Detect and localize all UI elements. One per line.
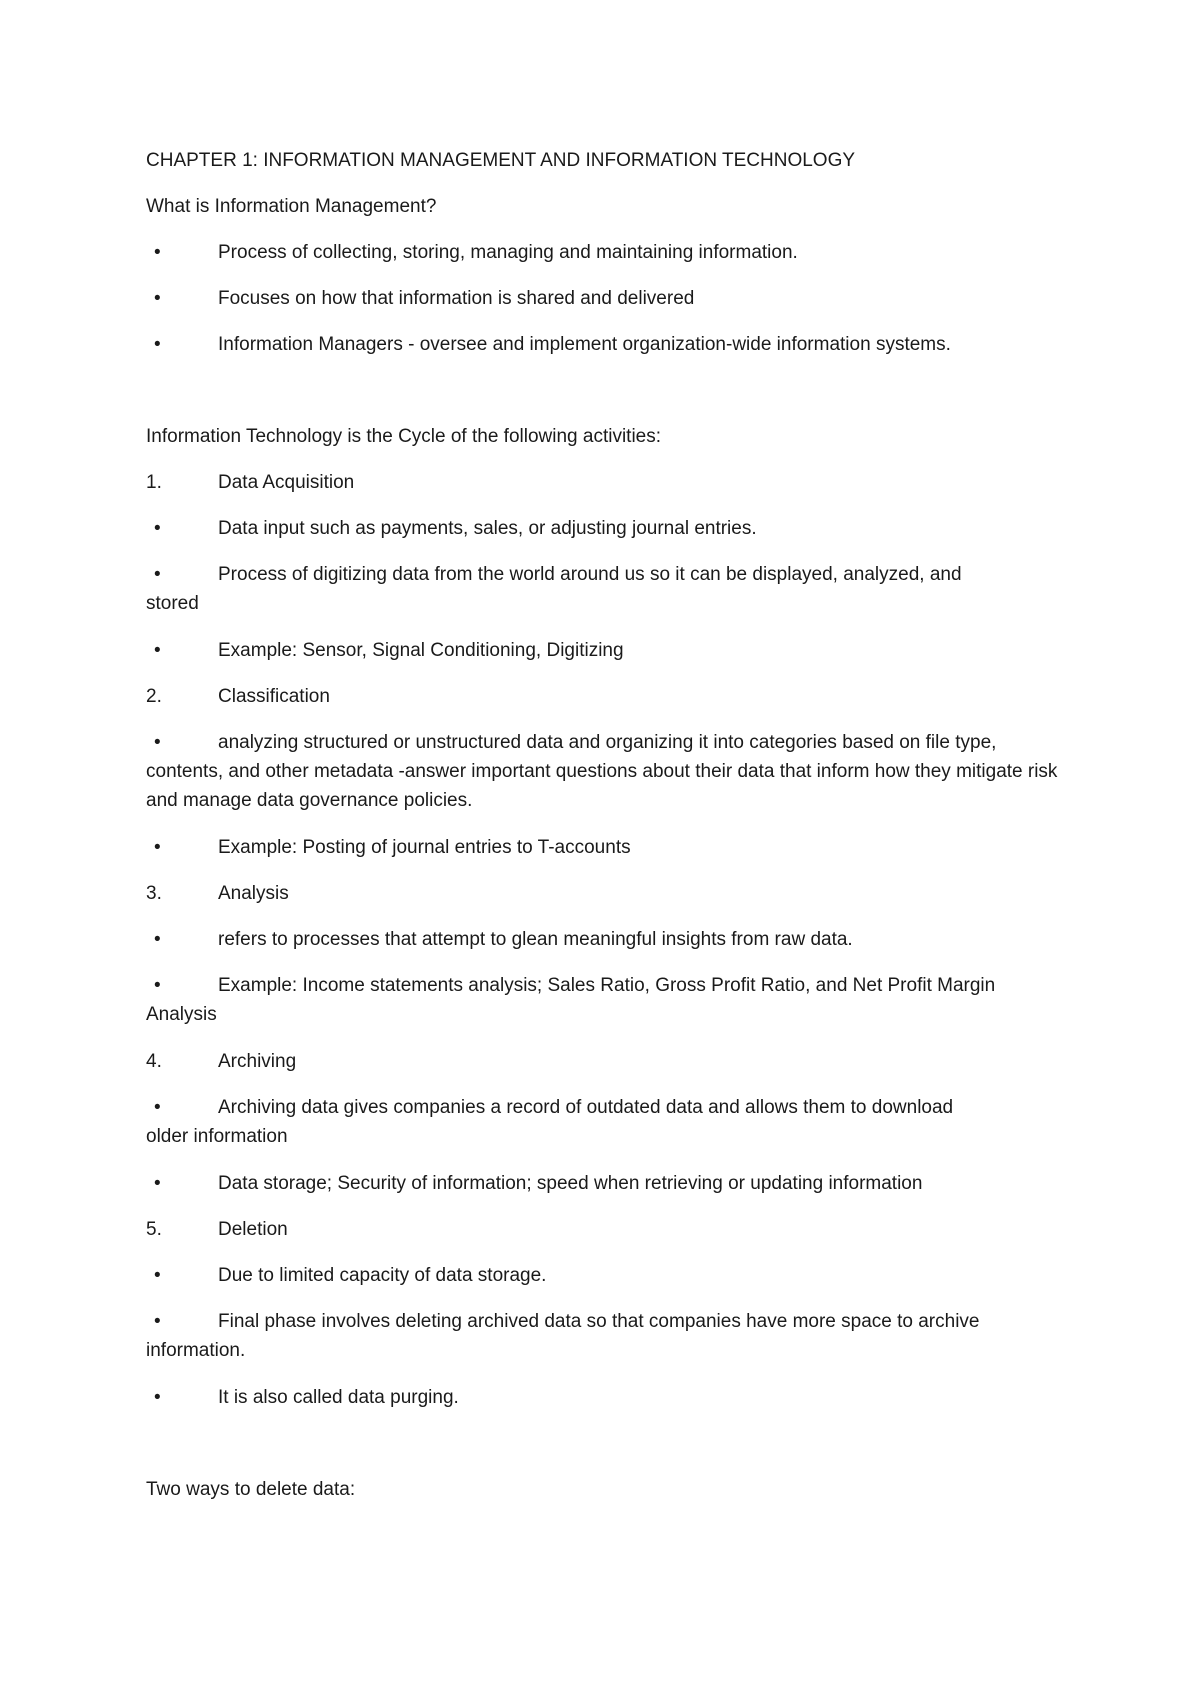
bullet-icon: •: [154, 837, 161, 858]
list-item-text: It is also called data purging.: [218, 1387, 459, 1408]
list-item: [146, 238, 1066, 267]
list-item-text: Focuses on how that information is shared and delivered: [218, 288, 695, 309]
closing-heading: Two ways to delete data:: [146, 1479, 356, 1500]
numbered-item: [146, 468, 1066, 497]
list-item-text: Data input such as payments, sales, or adjusting journal entries.: [218, 518, 757, 539]
list-item: [146, 1169, 1066, 1198]
numbered-item: [146, 1215, 1066, 1244]
item-title: Data Acquisition: [218, 472, 355, 493]
item-title: Archiving: [218, 1051, 297, 1072]
section-heading: Information Technology is the Cycle of the following activities:: [146, 426, 662, 447]
list-item: [146, 636, 1066, 665]
list-item-text: Example: Income statements analysis; Sales Ratio, Gross Profit Ratio, and Net Profit Margin: [218, 975, 996, 996]
list-item-continuation: information.: [146, 1340, 246, 1361]
bullet-icon: •: [154, 1265, 161, 1286]
bullet-icon: •: [154, 975, 161, 996]
bullet-icon: •: [154, 929, 161, 950]
list-item: [146, 1307, 1066, 1365]
list-item-continuation: Analysis: [146, 1004, 217, 1025]
list-item-continuation: older information: [146, 1126, 288, 1147]
chapter-title: CHAPTER 1: INFORMATION MANAGEMENT AND INFORMATION TECHNOLOGY: [146, 150, 856, 171]
list-item-continuation: stored: [146, 593, 199, 614]
list-item: [146, 833, 1066, 862]
list-item-text: Example: Posting of journal entries to T-accounts: [218, 837, 631, 858]
numbered-item: [146, 682, 1066, 711]
bullet-icon: •: [154, 564, 161, 585]
item-number: 5.: [146, 1219, 162, 1240]
item-title: Classification: [218, 686, 330, 707]
list-item-text: Process of collecting, storing, managing and maintaining information.: [218, 242, 798, 263]
item-number: 1.: [146, 472, 162, 493]
list-item-text: analyzing structured or unstructured data and organizing it into categories based on file type,: [218, 732, 997, 753]
numbered-item: [146, 879, 1066, 908]
list-item: [146, 1093, 1066, 1151]
list-item: [146, 925, 1066, 954]
bullet-icon: •: [154, 1387, 161, 1408]
bullet-icon: •: [154, 288, 161, 309]
list-item-text: Information Managers - oversee and implement organization-wide information systems.: [218, 334, 951, 355]
list-item-text: Archiving data gives companies a record of outdated data and allows them to download: [218, 1097, 954, 1118]
list-item: [146, 560, 1066, 618]
bullet-icon: •: [154, 1311, 161, 1332]
numbered-item: [146, 1047, 1066, 1076]
bullet-icon: •: [154, 1097, 161, 1118]
bullet-icon: •: [154, 640, 161, 661]
item-number: 3.: [146, 883, 162, 904]
bullet-icon: •: [154, 518, 161, 539]
bullet-icon: •: [154, 334, 161, 355]
list-item-text: refers to processes that attempt to glean meaningful insights from raw data.: [218, 929, 853, 950]
list-item: [146, 728, 1066, 815]
list-item: [146, 1261, 1066, 1290]
item-title: Analysis: [218, 883, 289, 904]
list-item-text: Final phase involves deleting archived data so that companies have more space to archive: [218, 1311, 980, 1332]
list-item: [146, 971, 1066, 1029]
bullet-icon: •: [154, 732, 161, 753]
list-item-continuation: contents, and other metadata -answer important questions about their data that inform how they mitigate risk and manage data governance policies.: [146, 761, 1058, 811]
item-title: Deletion: [218, 1219, 288, 1240]
bullet-icon: •: [154, 1173, 161, 1194]
question-heading: What is Information Management?: [146, 196, 437, 217]
list-item: [146, 284, 1066, 313]
list-item-text: Process of digitizing data from the world around us so it can be displayed, analyzed, and: [218, 564, 962, 585]
list-item: [146, 330, 1066, 359]
list-item-text: Data storage; Security of information; speed when retrieving or updating information: [218, 1173, 923, 1194]
list-item-text: Due to limited capacity of data storage.: [218, 1265, 547, 1286]
list-item-text: Example: Sensor, Signal Conditioning, Digitizing: [218, 640, 624, 661]
list-item: [146, 514, 1066, 543]
item-number: 2.: [146, 686, 162, 707]
bullet-icon: •: [154, 242, 161, 263]
item-number: 4.: [146, 1051, 162, 1072]
list-item: [146, 1383, 1066, 1412]
